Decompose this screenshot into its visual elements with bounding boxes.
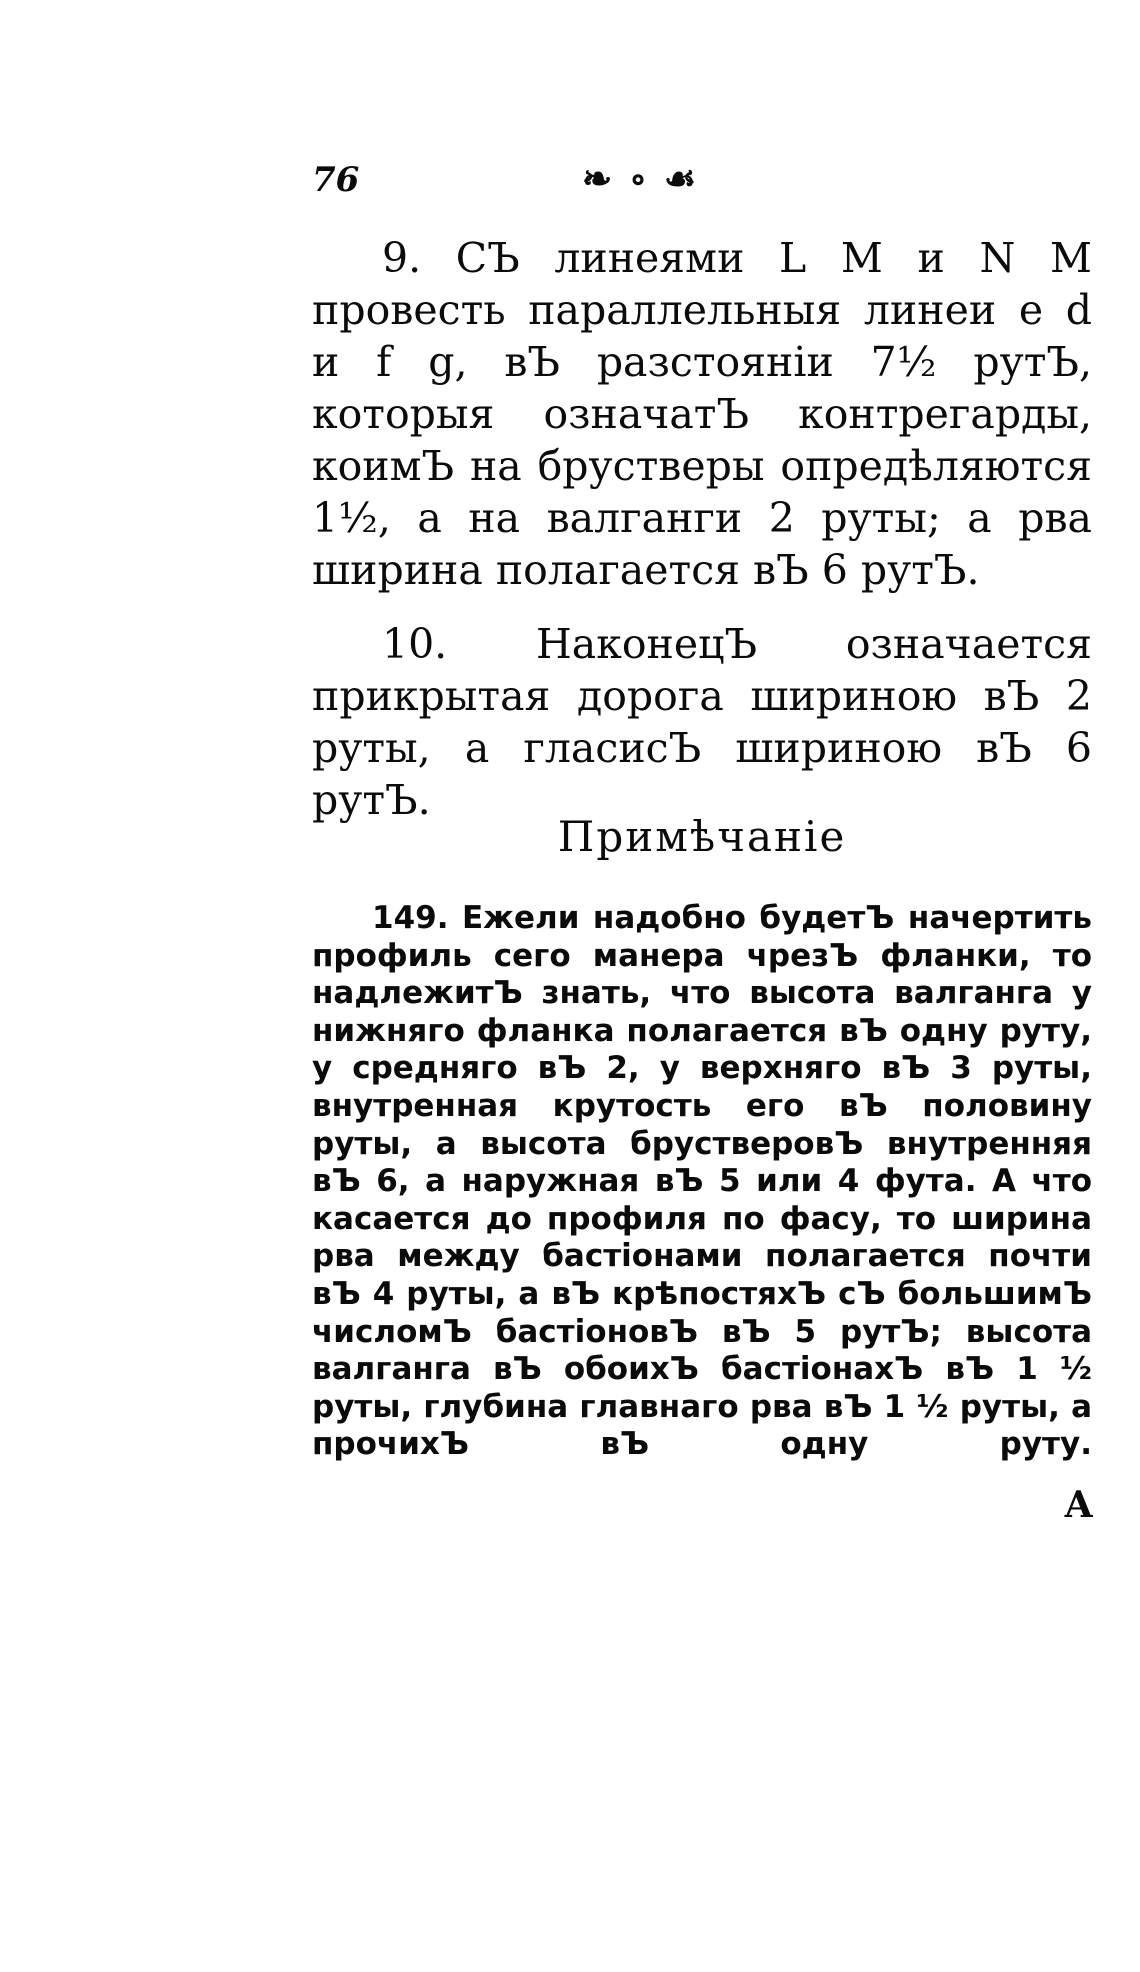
catchword: А [1064,1484,1094,1526]
section-heading: Примѣчаніе [557,812,847,861]
header-ornament: ❧ ∘ ☙ [582,158,699,200]
note-149: 149. Ежели надобно будетЪ начертить профиль сего манера чрезЪ фланки, то надлежитЪ знать, что высота валганга у нижняго фланка полагается вЪ одну руту, у средняго вЪ 2, у верхняго вЪ 3 руты, внутренная крутость его вЪ половину руты, а высота брустверовЪ внутренняя вЪ 6, а наружная вЪ 5 или 4 фута. А что касается до профиля по фасу, то ширина рва между бастіонами полагается почти вЪ 4 руты, а вЪ крѣпостяхЪ сЪ большимЪ числомЪ бастіоновЪ вЪ 5 рутЪ; высота валганга вЪ обоихЪ бастіонахЪ вЪ 1 ½ руты, глубина главнаго рва вЪ 1 ½ руты, а прочихЪ вЪ одну руту. [312,900,1092,1463]
paragraph-10: 10. НаконецЪ означается прикрытая дорога шириною вЪ 2 руты, а гласисЪ шириною вЪ 6 рутЪ. [312,620,1092,824]
paragraph-9: 9. СЪ линеями L M и N M провесть параллельныя линеи e d и f g, вЪ разстояніи 7½ рутЪ, которыя означатЪ контрегарды, коимЪ на брустверы опредѣляются 1½, а на валганги 2 руты; а рва ширина полагается вЪ 6 рутЪ. [312,234,1092,594]
page-number: 76 [312,160,360,200]
